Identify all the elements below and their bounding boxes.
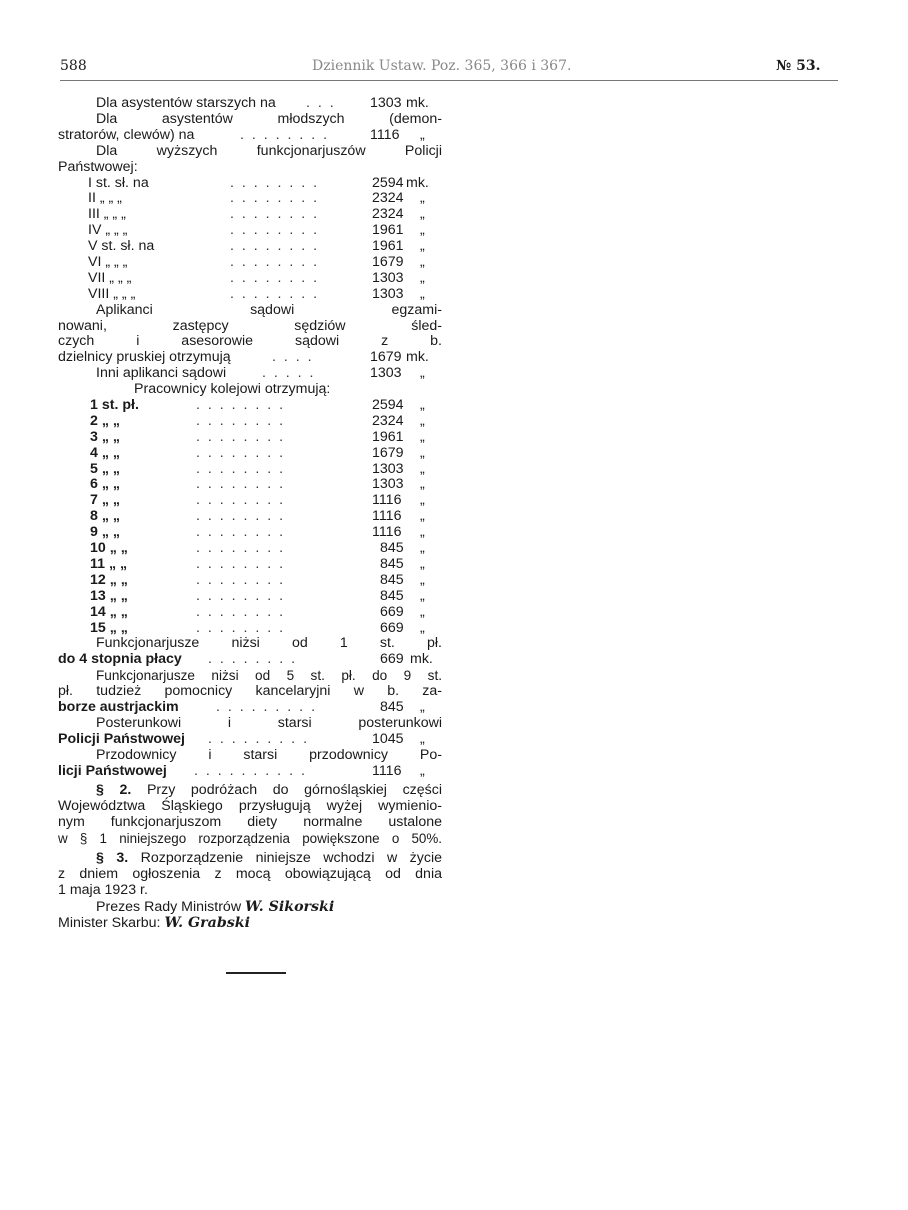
railway-salary-row: [58, 605, 442, 621]
row-unit: „: [420, 524, 425, 541]
row-label: Dla asystentów starszych na: [96, 95, 276, 111]
row-amount: 1679: [370, 349, 402, 366]
signature-treasury-minister: [58, 916, 442, 932]
row-amount: 1045: [372, 730, 404, 747]
row-amount: 669: [380, 603, 404, 620]
row-amount: 1116: [370, 126, 400, 143]
signature-role: Prezes Rady Ministrów: [96, 898, 242, 915]
railway-salary-row: [58, 430, 442, 446]
leader-dots: . . . . . . . .: [196, 540, 286, 557]
applicants-line-2: nowani, zastępcy sędziów śled-: [58, 317, 442, 334]
row-label: 6 „ „: [90, 476, 120, 493]
row-amount: 1116: [372, 508, 402, 525]
closing-rule: [226, 972, 286, 974]
leader-dots: . . . . . . . .: [196, 460, 286, 477]
running-title: Dziennik Ustaw. Poz. 365, 366 i 367.: [312, 58, 572, 74]
issue-number: № 53.: [776, 58, 821, 74]
row-unit: „: [420, 492, 425, 509]
row-unit: „: [420, 412, 425, 429]
row-label: 11 „ „: [90, 555, 128, 572]
row-amount: 1116: [372, 492, 402, 509]
row-label: 2 „ „: [90, 412, 120, 429]
signature-role: Minister Skarbu:: [58, 914, 161, 931]
leader-dots: . . . . . . . .: [196, 603, 286, 620]
police-salary-row: [58, 239, 442, 255]
leader-dots: . . . . .: [262, 365, 316, 382]
police-salary-row: [58, 176, 442, 192]
row-amount: 1303: [372, 460, 404, 477]
row-amount: 2594: [372, 174, 404, 191]
section-3-mark: § 3.: [96, 850, 129, 867]
row-amount: 1116: [372, 762, 402, 779]
railway-salary-row: [58, 493, 442, 509]
leader-dots: . . . . . . . .: [196, 492, 286, 509]
police-salary-row: [58, 271, 442, 287]
row-label: licji Państwowej: [58, 762, 167, 779]
railway-salary-row: [58, 557, 442, 573]
railway-salary-row: [58, 477, 442, 493]
leader-dots: . . . . . . . .: [230, 190, 320, 207]
section-3-line-2: z dniem ogłoszenia z mocą obowiązującą od dnia: [58, 866, 442, 883]
page-header: [0, 58, 908, 78]
row-amount: 845: [380, 571, 404, 588]
leader-dots: . . . .: [272, 349, 314, 366]
leader-dots: . . . . . . . . . .: [194, 762, 307, 779]
page-number: 588: [60, 58, 87, 74]
row-label: borze austrjackim: [58, 699, 179, 715]
row-amount: 1961: [372, 428, 404, 445]
row-label: stratorów, clewów) na: [58, 126, 195, 143]
row-unit: mk.: [410, 651, 433, 668]
police-salary-list: [58, 176, 442, 303]
row-unit: „: [420, 460, 425, 477]
leader-dots: . . .: [306, 95, 336, 111]
row-unit: „: [420, 269, 425, 286]
row-amount: 669: [380, 651, 404, 668]
row-unit: „: [420, 603, 425, 620]
row-amount: 669: [380, 619, 404, 636]
sergeant-row: [58, 764, 442, 780]
row-unit: „: [420, 365, 425, 382]
row-amount: 1303: [372, 269, 404, 286]
leader-dots: . . . . . . . .: [196, 555, 286, 572]
row-amount: 845: [380, 699, 404, 715]
row-amount: 1303: [372, 285, 404, 302]
row-unit: mk.: [406, 174, 429, 191]
railway-salary-list: [58, 398, 442, 636]
header-rule: [60, 80, 838, 81]
leader-dots: . . . . . . . . .: [208, 730, 310, 747]
lower5-line-1: Funkcjonarjusze niżsi od 5 st. pł. do 9 st.: [96, 668, 442, 684]
row-unit: „: [420, 126, 425, 143]
row-label: 14 „ „: [90, 603, 128, 620]
lower5-line-2: pł. tudzież pomocnicy kancelaryjni w b. za-: [58, 683, 442, 700]
row-unit: „: [420, 508, 425, 525]
row-unit: „: [420, 428, 425, 445]
row-label: III „ „ „: [88, 206, 126, 223]
signature-name: W. Grabski: [164, 914, 250, 931]
railway-salary-row: [58, 462, 442, 478]
row-label: VII „ „ „: [88, 269, 132, 286]
row-label: do 4 stopnia płacy: [58, 651, 182, 668]
row-unit: „: [420, 571, 425, 588]
leader-dots: . . . . . . . .: [230, 269, 320, 286]
signature-name: W. Sikorski: [245, 898, 335, 915]
row-unit: „: [420, 587, 425, 604]
row-unit: „: [420, 619, 425, 636]
police-salary-row: [58, 207, 442, 223]
leader-dots: . . . . . . . .: [230, 285, 320, 302]
row-label: 10 „ „: [90, 540, 128, 557]
police-intro-line-1: Dla wyższych funkcjonarjuszów Policji: [96, 142, 442, 159]
section-2-line-3: nym funkcjonarjuszom diety normalne ustalone: [58, 814, 442, 831]
assistants-junior-line-1: Dla asystentów młodszych (demon-: [96, 110, 442, 127]
railway-intro: Pracownicy kolejowi otrzymują:: [134, 381, 331, 398]
section-2-mark: § 2.: [96, 782, 132, 799]
applicants-row: [58, 350, 442, 366]
row-label: 13 „ „: [90, 587, 128, 604]
row-label: 3 „ „: [90, 428, 120, 445]
row-unit: „: [420, 253, 425, 270]
section-3-line-1: [58, 851, 442, 867]
post-line-1: Posterunkowi i starsi posterunkowi: [96, 714, 442, 731]
row-label: dzielnicy pruskiej otrzymują: [58, 349, 231, 366]
row-label: VIII „ „ „: [88, 285, 136, 302]
row-unit: „: [420, 476, 425, 493]
row-label: IV „ „ „: [88, 222, 128, 239]
row-amount: 1303: [370, 365, 402, 382]
lower-row: [58, 652, 442, 668]
leader-dots: . . . . . . . .: [230, 253, 320, 270]
leader-dots: . . . . . . . .: [196, 476, 286, 493]
row-unit: mk.: [406, 349, 429, 366]
railway-salary-row: [58, 541, 442, 557]
text-column: [58, 96, 442, 932]
row-amount: 1961: [372, 222, 404, 239]
row-label: 15 „ „: [90, 619, 128, 636]
leader-dots: . . . . . . . .: [230, 206, 320, 223]
leader-dots: . . . . . . . .: [196, 524, 286, 541]
section-3-line-3: 1 maja 1923 r.: [58, 881, 148, 898]
row-label: VI „ „ „: [88, 253, 128, 270]
assistants-junior-row: [58, 128, 442, 144]
leader-dots: . . . . . . . .: [240, 126, 330, 143]
row-amount: 1116: [372, 524, 402, 541]
row-label: V st. sł. na: [88, 238, 155, 255]
row-label: 7 „ „: [90, 492, 120, 509]
row-amount: 1303: [372, 476, 404, 493]
row-unit: „: [420, 190, 425, 207]
leader-dots: . . . . . . . .: [196, 587, 286, 604]
row-amount: 1679: [372, 253, 404, 270]
row-label: Inni aplikanci sądowi: [96, 365, 227, 382]
railway-salary-row: [58, 398, 442, 414]
sergeant-line-1: Przodownicy i starsi przodownicy Po-: [96, 746, 442, 763]
leader-dots: . . . . . . . .: [208, 651, 298, 668]
row-unit: „: [420, 238, 425, 255]
section-2-line-4: w § 1 niniejszego rozporządzenia powiększone o 50%.: [58, 831, 442, 847]
police-salary-row: [58, 191, 442, 207]
applicants-line-1: Aplikanci sądowi egzami-: [96, 301, 442, 318]
assistants-senior-row: [58, 96, 442, 112]
leader-dots: . . . . . . . .: [196, 571, 286, 588]
leader-dots: . . . . . . . .: [196, 412, 286, 429]
row-unit: „: [420, 555, 425, 572]
leader-dots: . . . . . . . .: [196, 508, 286, 525]
section-2-line-2: Województwa Śląskiego przysługują wyżej wymienio-: [58, 798, 442, 815]
row-amount: 1679: [372, 444, 404, 461]
railway-salary-row: [58, 414, 442, 430]
railway-salary-row: [58, 573, 442, 589]
section-2-line-1: [58, 783, 442, 799]
railway-salary-row: [58, 589, 442, 605]
police-salary-row: [58, 223, 442, 239]
row-unit: „: [420, 397, 425, 414]
row-unit: „: [420, 206, 425, 223]
lower5-row: [58, 700, 442, 716]
row-label: Policji Państwowej: [58, 730, 185, 747]
row-label: 5 „ „: [90, 460, 120, 477]
leader-dots: . . . . . . . .: [230, 238, 320, 255]
row-label: 4 „ „: [90, 444, 120, 461]
post-row: [58, 732, 442, 748]
leader-dots: . . . . . . . .: [230, 222, 320, 239]
row-unit: „: [420, 699, 425, 715]
row-amount: 845: [380, 540, 404, 557]
leader-dots: . . . . . . . .: [196, 397, 286, 414]
row-amount: 2324: [372, 412, 404, 429]
leader-dots: . . . . . . . .: [196, 428, 286, 445]
row-unit: „: [420, 540, 425, 557]
row-amount: 1961: [372, 238, 404, 255]
police-salary-row: [58, 255, 442, 271]
police-salary-row: [58, 287, 442, 303]
row-amount: 2324: [372, 190, 404, 207]
row-amount: 2324: [372, 206, 404, 223]
row-label: 1 st. pł.: [90, 397, 139, 414]
railway-salary-row: [58, 621, 442, 637]
row-label: 9 „ „: [90, 524, 120, 541]
railway-salary-row: [58, 509, 442, 525]
leader-dots: . . . . . . . . .: [216, 699, 318, 715]
lower-line-1: Funkcjonarjusze niżsi od 1 st. pł.: [96, 635, 442, 652]
railway-salary-row: [58, 446, 442, 462]
row-unit: mk.: [406, 95, 429, 111]
row-unit: „: [420, 285, 425, 302]
row-amount: 1303: [370, 95, 402, 111]
row-unit: „: [420, 222, 425, 239]
row-amount: 845: [380, 587, 404, 604]
section-3-text-1: Rozporządzenie niniejsze wchodzi w życie: [140, 850, 442, 867]
signature-prime-minister: [58, 900, 442, 916]
police-intro-line-2: Państwowej:: [58, 158, 138, 175]
section-2-text-1: Przy podróżach do górnośląskiej części: [146, 782, 442, 799]
row-label: 12 „ „: [90, 571, 128, 588]
applicants-line-3: czych i asesorowie sądowi z b.: [58, 333, 442, 350]
row-amount: 2594: [372, 397, 404, 414]
row-unit: „: [420, 730, 425, 747]
railway-salary-row: [58, 525, 442, 541]
other-applicants-row: [58, 366, 442, 382]
leader-dots: . . . . . . . .: [196, 444, 286, 461]
row-label: I st. sł. na: [88, 174, 149, 191]
row-unit: „: [420, 444, 425, 461]
row-unit: „: [420, 762, 425, 779]
row-label: II „ „ „: [88, 190, 122, 207]
leader-dots: . . . . . . . .: [230, 174, 320, 191]
row-amount: 845: [380, 555, 404, 572]
leader-dots: . . . . . . . .: [196, 619, 286, 636]
row-label: 8 „ „: [90, 508, 120, 525]
